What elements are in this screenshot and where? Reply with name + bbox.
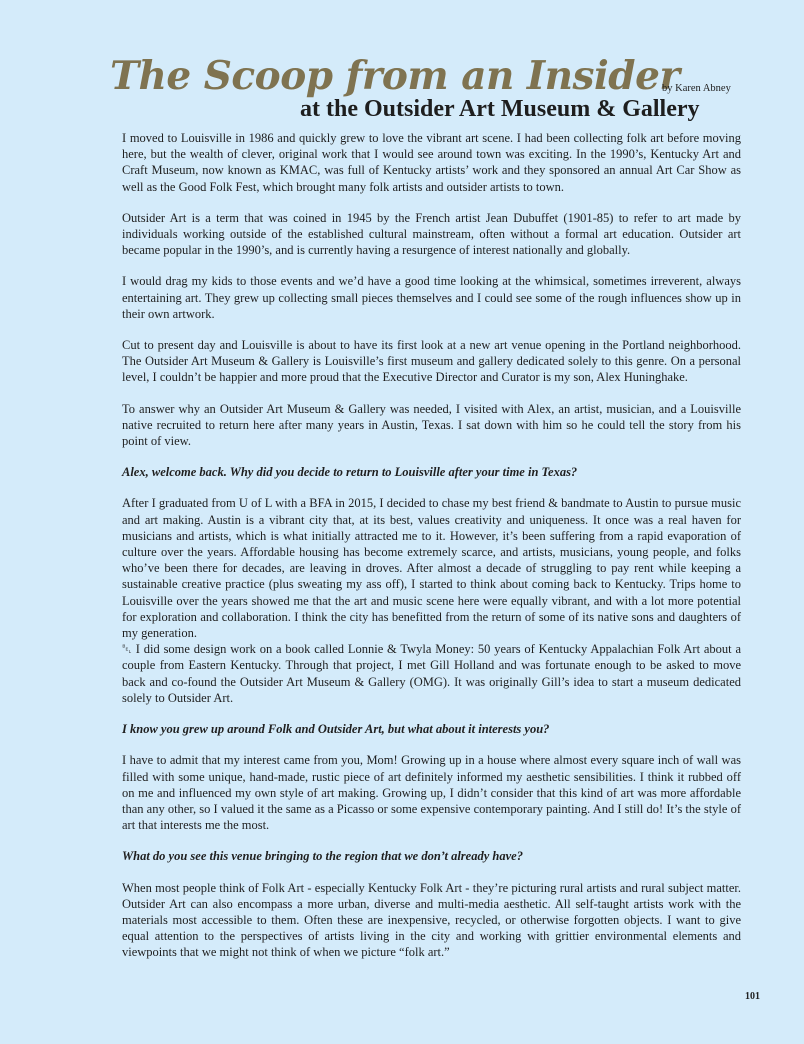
interview-answer-1-continued: ␇ I did some design work on a book called Lonnie & Twyla Money: 50 years of Kentucky Appalachian Folk Art about a couple from Eastern Kentucky. Through that project, I met Gill Holland and was fortunate enough to be asked to move back and co-found the Outsider Art Museum & Gallery (OMG). It was originally Gill’s idea to start a museum dedicated solely to Outsider Art. <box>122 642 741 705</box>
article-body <box>122 130 741 976</box>
paragraph-intro-5: To answer why an Outsider Art Museum & Gallery was needed, I visited with Alex, an artist, musician, and a Louisville native recruited to return here after many years in Austin, Texas. I sat down with him so he could tell the story from his point of view. <box>122 401 741 449</box>
paragraph-intro-4: Cut to present day and Louisville is about to have its first look at a new art venue opening in the Portland neighborhood. The Outsider Art Museum & Gallery is Louisville’s first museum and gallery dedicated solely to this genre. On a personal level, I couldn’t be happier and more proud that the Executive Director and Curator is my son, Alex Huninghake. <box>122 338 741 385</box>
interview-answer-3: When most people think of Folk Art - especially Kentucky Folk Art - they’re picturing rural artists and rural subject matter. Outsider Art can also encompass a more urban, diverse and multi-media aesthetic. All self-taught artists work with the materials most accessible to them. Often these are inexpensive, recycled, or otherwise forgotten objects. I want to give equal attention to the perspectives of artists living in the city and working with grittier environmental elements and viewpoints that we might not think of when we picture “folk art.” <box>122 880 741 960</box>
interview-question-1: Alex, welcome back. Why did you decide to return to Louisville after your time in Texas? <box>122 465 578 480</box>
article-title: The Scoop from an Insider <box>110 53 680 99</box>
interview-answer-2: I have to admit that my interest came from you, Mom! Growing up in a house where almost every square inch of wall was filled with some unique, hand-made, rustic piece of art definitely informed my aesthetic sensibilities. I think it rubbed off on me and influenced my own style of art making. Growing up, I didn’t consider that this kind of art was more affordable than any other, so I valued it the same as a Picasso or some expensive contemporary painting. And I still do! It’s the style of art that interests me the most. <box>122 753 741 833</box>
interview-answer-1: After I graduated from U of L with a BFA in 2015, I decided to chase my best friend & bandmate to Austin to pursue music and art making. Austin is a vibrant city that, at its best, values creativity and uniqueness. It once was a real haven for musicians and artists, which is what initially attracted me to it. However, it’s been suffering from a rapid evaporation of culture over the years. Affordable housing has become extremely scarce, and artists, musicians, young people, and folks who’ve been there for decades, are leaving in droves. After almost a decade of struggling to pay rent while keeping a sustainable creative practice (plus sweating my ass off), I started to think about coming back to Kentucky. Trips home to Louisville over the years showed me that the art and music scene here were equally vibrant, and with a lot more potential for exploration and collaboration. I think the city has benefitted from the return of some of its native sons and daughters of my generation. <box>122 496 741 641</box>
paragraph-intro-1: I moved to Louisville in 1986 and quickly grew to love the vibrant art scene. I had been collecting folk art before moving here, but the wealth of clever, original work that I would see around town was exciting. In the 1990’s, Kentucky Art and Craft Museum, now known as KMAC, was full of Kentucky artists’ work and they sponsored an annual Art Car Show as well as the Good Folk Fest, which brought many folk artists and outsider artists to town. <box>122 131 741 194</box>
paragraph-intro-2: Outsider Art is a term that was coined in 1945 by the French artist Jean Dubuffet (1901-85) to refer to art made by individuals working outside of the established cultural mainstream, often without a formal art education. Outsider art became popular in the 1990’s, and is currently having a resurgence of interest nationally and globally. <box>122 210 741 258</box>
author-byline: by Karen Abney <box>662 83 731 94</box>
page-number: 101 <box>745 991 760 1002</box>
interview-question-3: What do you see this venue bringing to the region that we don’t already have? <box>122 849 523 864</box>
article-subtitle: at the Outsider Art Museum & Gallery <box>300 96 700 122</box>
interview-question-2: I know you grew up around Folk and Outsider Art, but what about it interests you? <box>122 722 550 737</box>
paragraph-intro-3: I would drag my kids to those events and we’d have a good time looking at the whimsical, sometimes irreverent, always entertaining art. They grew up collecting small pieces themselves and I could see some of the rough influences show up in their own artwork. <box>122 274 741 321</box>
